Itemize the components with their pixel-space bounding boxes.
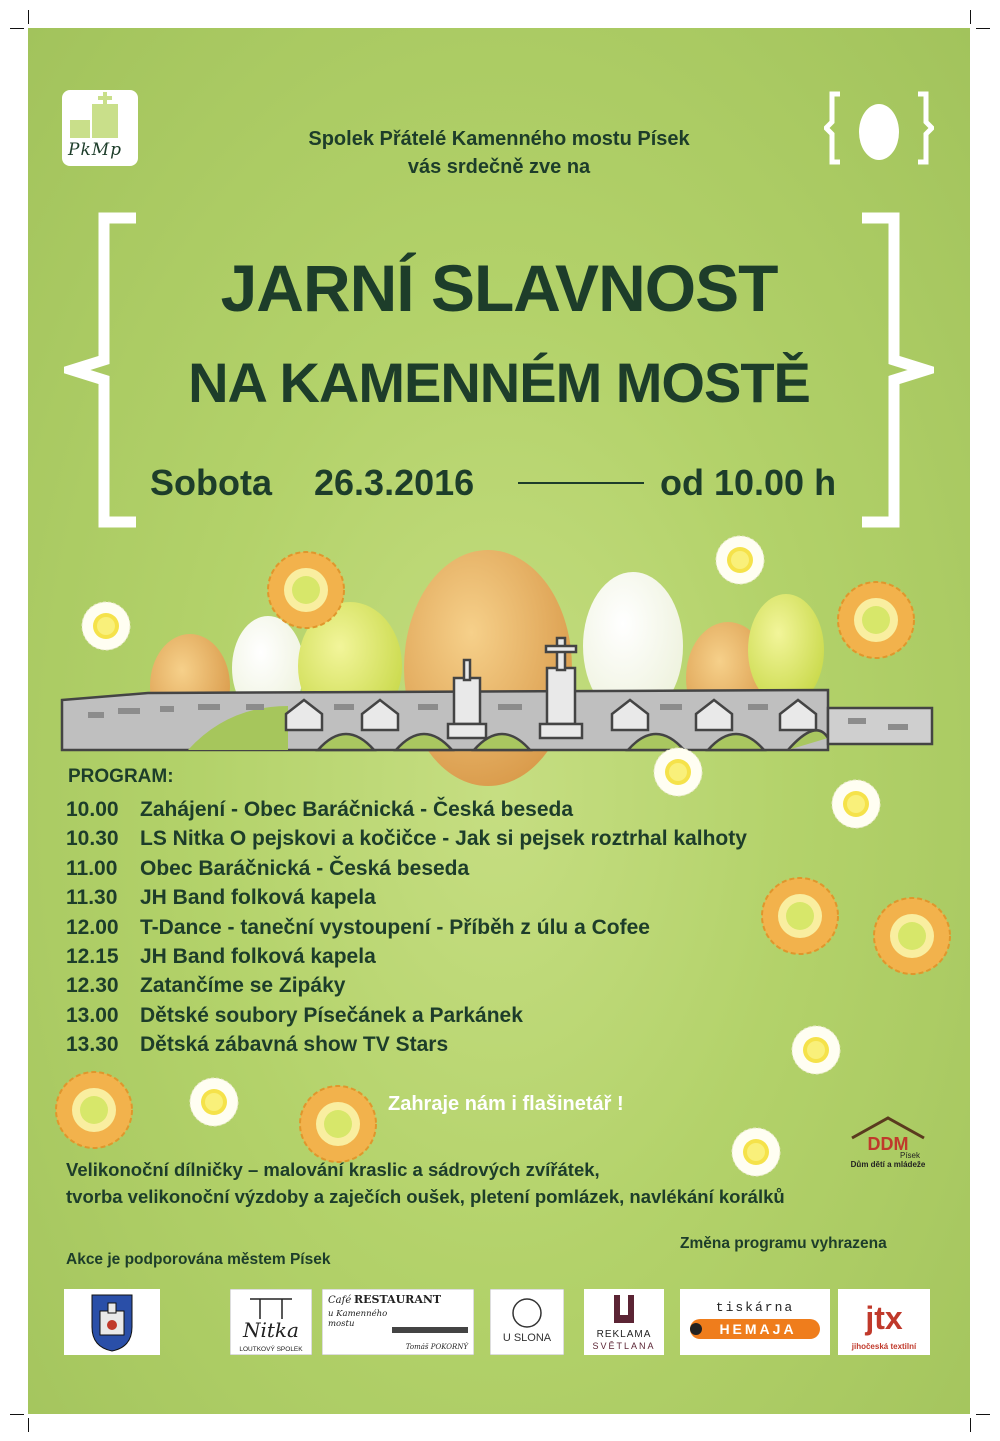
house-icon: [844, 1116, 932, 1160]
sponsor-pisek-coat-of-arms: [64, 1289, 160, 1355]
crop-mark: [970, 1418, 971, 1432]
crop-mark: [10, 1414, 24, 1415]
poster: [28, 28, 970, 1414]
hemaja-logo: [680, 1289, 830, 1355]
cafe-logo: [322, 1289, 474, 1355]
svg-text:jtx: jtx: [865, 1300, 903, 1336]
sponsor-reklama-svetlana: [584, 1289, 664, 1355]
flower-icon: [82, 602, 130, 650]
program-item: 10.00 Zahájení - Obec Baráčnická - Česká beseda: [66, 798, 574, 821]
flower-icon: [268, 552, 344, 628]
svg-text:DDM: DDM: [867, 1134, 909, 1154]
svg-text:LOUTKOVÝ SPOLEK: LOUTKOVÝ SPOLEK: [239, 1346, 303, 1353]
sponsor-tiskarna-hemaja: [680, 1289, 830, 1355]
program-item: 12.00 T-Dance - taneční vystoupení - Příběh z úlu a Cofee: [66, 915, 650, 939]
svg-text:U SLONA: U SLONA: [502, 1332, 552, 1344]
program-item: 13.30 Dětská zábavná show TV Stars: [66, 1033, 449, 1057]
crop-mark: [28, 1418, 29, 1432]
ddm-logo: [844, 1116, 932, 1178]
organ-grinder-note: Zahraje nám i flašinetář !: [388, 1093, 624, 1115]
flower-icon: [874, 898, 950, 974]
sponsor-cafe-restaurant: [322, 1289, 474, 1355]
title-line-1: JARNÍ SLAVNOST: [220, 251, 778, 325]
event-day: Sobota: [150, 462, 272, 503]
event-time: od 10.00 h: [660, 462, 837, 503]
event-date: 26.3.2016: [314, 462, 475, 503]
jtx-logo: [838, 1289, 930, 1355]
program-heading: PROGRAM:: [68, 766, 174, 787]
svg-text:REKLAMA: REKLAMA: [596, 1329, 652, 1340]
flower-icon: [762, 878, 838, 954]
flower-icon: [832, 780, 880, 828]
ddm-caption: Dům dětí a mládeže: [850, 1160, 926, 1169]
sponsor-nitka: [230, 1289, 312, 1355]
program-item: 12.30 Zatančíme se Zipáky: [66, 974, 346, 998]
puppet-icon: [230, 1289, 312, 1355]
support-notice: Akce je podporována městem Písek: [66, 1251, 331, 1268]
elephant-icon: [490, 1289, 564, 1355]
svg-text:SVĚTLANA: SVĚTLANA: [592, 1341, 656, 1351]
organizer-name: Spolek Přátelé Kamenného mostu Písek: [308, 128, 690, 150]
svg-text:Café: Café: [328, 1295, 352, 1306]
flower-icon: [300, 1086, 376, 1162]
workshops-line-2: tvorba velikonoční výzdoby a zaječích oušek, pletení pomlázek, navlékání korálků: [66, 1186, 785, 1207]
crop-mark: [976, 28, 990, 29]
program-item: 13.00 Dětské soubory Písečánek a Parkánek: [66, 1003, 523, 1027]
flower-icon: [56, 1072, 132, 1148]
flower-icon: [792, 1026, 840, 1074]
flower-icon: [716, 536, 764, 584]
svg-text:tiskárna: tiskárna: [715, 1300, 795, 1315]
reklama-logo: [584, 1289, 664, 1355]
crop-mark: [970, 10, 971, 24]
title-line-2: NA KAMENNÉM MOSTĚ: [188, 351, 810, 414]
svg-text:u Kamenného: u Kamenného: [328, 1309, 388, 1319]
workshops-line-1: Velikonoční dílničky – malování kraslic a sádrových zvířátek,: [66, 1159, 600, 1180]
svg-text:Nitka: Nitka: [243, 1318, 299, 1342]
invite-text: vás srdečně zve na: [407, 156, 591, 178]
flower-icon: [654, 748, 702, 796]
program-list: [66, 798, 747, 1063]
workshops-text: [66, 1156, 785, 1210]
sponsor-u-slona: [490, 1289, 564, 1355]
program-item: 10.30 LS Nitka O pejskovi a kočičce - Jak si pejsek roztrhal kalhoty: [66, 827, 747, 851]
program-item: 11.00 Obec Baráčnická - Česká beseda: [66, 856, 470, 880]
crop-mark: [28, 10, 29, 24]
crop-mark: [976, 1414, 990, 1415]
change-notice: Změna programu vyhrazena: [680, 1235, 887, 1252]
coat-of-arms-icon: [64, 1289, 160, 1355]
svg-text:RESTAURANT: RESTAURANT: [354, 1293, 442, 1306]
program-item: 12.15 JH Band folková kapela: [66, 944, 376, 968]
svg-text:Tomáš POKORNÝ: Tomáš POKORNÝ: [405, 1343, 468, 1351]
flower-icon: [190, 1078, 238, 1126]
svg-text:Písek: Písek: [899, 1151, 920, 1160]
svg-text:mostu: mostu: [328, 1319, 355, 1329]
svg-text:HEMAJA: HEMAJA: [719, 1321, 797, 1337]
crop-mark: [10, 28, 24, 29]
pkmp-logo-text: PkMp: [68, 140, 123, 160]
flower-icon: [838, 582, 914, 658]
sponsor-jtx: [838, 1289, 930, 1355]
program-item: 11.30 JH Band folková kapela: [66, 886, 376, 910]
svg-text:jihočeská textilní: jihočeská textilní: [851, 1342, 917, 1351]
